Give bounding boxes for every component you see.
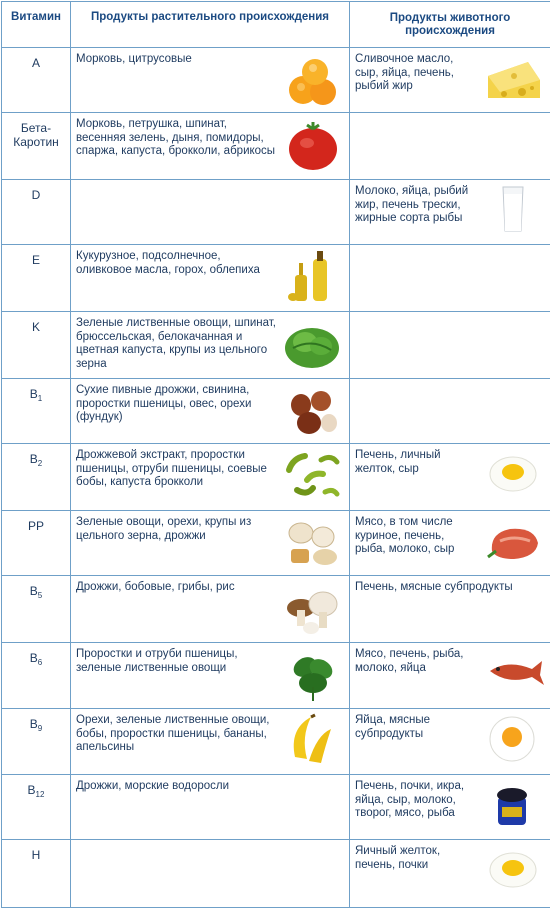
table-row	[2, 245, 550, 312]
table-row	[2, 643, 550, 709]
plant-cell	[71, 312, 350, 379]
animal-cell	[350, 48, 550, 113]
plant-text	[71, 840, 276, 845]
vitamin-cell: $B_9$	[2, 709, 71, 775]
animal-text: Сливочное масло, сыр, яйца, печень, рыбий жир	[350, 48, 475, 94]
header-animal: Продукты животного происхождения	[350, 2, 550, 48]
fried-egg-icon	[488, 715, 536, 763]
plant-text: Зеленые овощи, орехи, крупы из цельного зерна, дрожжи	[71, 511, 276, 543]
animal-cell	[350, 709, 550, 775]
table-row	[2, 444, 550, 511]
plant-text: Морковь, петрушка, шпинат, весенняя зелень, дыня, помидоры, спаржа, капуста, брокколи, абрикосы	[71, 113, 276, 159]
animal-text: Яичный желток, печень, почки	[350, 840, 475, 872]
animal-cell	[350, 180, 550, 245]
animal-text: Печень, мясные субпродукты	[350, 576, 545, 595]
cheese-icon	[484, 58, 542, 104]
animal-cell	[350, 444, 550, 511]
animal-cell	[350, 245, 550, 312]
plant-text: Морковь, цитрусовые	[71, 48, 276, 67]
spinach-icon	[285, 647, 341, 703]
table-row	[2, 576, 550, 643]
table-row	[2, 775, 550, 840]
plant-cell	[71, 840, 350, 908]
caviar-jar-icon	[494, 783, 530, 829]
nuts-grains-icon	[285, 517, 341, 569]
plant-text: Орехи, зеленые лиственные овощи, бобы, проростки пшеницы, бананы, апельсины	[71, 709, 276, 755]
vitamin-cell: $B_1$	[2, 379, 71, 444]
animal-text: Яйца, мясные субпродукты	[350, 709, 475, 741]
vitamin-cell: D	[2, 180, 71, 245]
plant-cell	[71, 379, 350, 444]
animal-text	[350, 113, 475, 118]
plant-text	[71, 180, 276, 185]
plant-text: Проростки и отруби пшеницы, зеленые лиственные овощи	[71, 643, 276, 675]
animal-cell	[350, 775, 550, 840]
boiled-egg-icon	[488, 454, 538, 494]
animal-text	[350, 379, 475, 384]
vitamin-cell: E	[2, 245, 71, 312]
animal-cell	[350, 312, 550, 379]
hazelnuts-icon	[285, 385, 341, 437]
plant-cell	[71, 48, 350, 113]
plant-cell	[71, 709, 350, 775]
vitamin-cell: $B_5$	[2, 576, 71, 643]
plant-cell	[71, 180, 350, 245]
plant-text: Зеленые лиственные овощи, шпинат, брюссельская, белокачанная и цветная капуста, крупы из цельного зерна	[71, 312, 276, 371]
table-row	[2, 379, 550, 444]
header-row	[2, 2, 550, 48]
lettuce-icon	[283, 318, 341, 370]
mushrooms-icon	[283, 584, 341, 636]
plant-cell	[71, 444, 350, 511]
vitamin-cell: Бета-Каротин	[2, 113, 71, 180]
animal-cell	[350, 511, 550, 576]
vitamin-cell: $B_2$	[2, 444, 71, 511]
table-row	[2, 48, 550, 113]
plant-cell	[71, 113, 350, 180]
plant-text: Дрожжевой экстракт, проростки пшеницы, отруби пшеницы, соевые бобы, капуста брокколи	[71, 444, 276, 490]
animal-text	[350, 312, 475, 317]
oranges-icon	[285, 54, 341, 108]
animal-text: Мясо, печень, рыба, молоко, яйца	[350, 643, 475, 675]
plant-cell	[71, 775, 350, 840]
animal-cell	[350, 113, 550, 180]
milk-glass-icon	[500, 184, 526, 234]
animal-text: Мясо, в том числе куриное, печень, рыба, молоко, сыр	[350, 511, 475, 557]
plant-cell	[71, 643, 350, 709]
header-vitamin: Витамин	[2, 2, 71, 48]
plant-text: Дрожжи, морские водоросли	[71, 775, 276, 794]
plant-text: Сухие пивные дрожжи, свинина, проростки пшеницы, овес, орехи (фундук)	[71, 379, 276, 425]
fish-icon	[486, 655, 546, 689]
table-row	[2, 180, 550, 245]
oil-bottles-icon	[287, 249, 337, 305]
vitamin-cell: A	[2, 48, 71, 113]
vitamin-cell: $B_6$	[2, 643, 71, 709]
animal-text: Печень, личный желток, сыр	[350, 444, 475, 476]
boiled-egg-icon	[488, 850, 538, 890]
tomato-icon	[287, 119, 339, 173]
table-row	[2, 312, 550, 379]
beans-icon	[283, 450, 343, 502]
table-row	[2, 709, 550, 775]
animal-cell	[350, 840, 550, 908]
animal-cell	[350, 576, 550, 643]
animal-cell	[350, 379, 550, 444]
vitamin-cell: H	[2, 840, 71, 908]
table-row	[2, 113, 550, 180]
animal-text: Печень, почки, икра, яйца, сыр, молоко, творог, мясо, рыба	[350, 775, 475, 821]
banana-icon	[287, 713, 335, 769]
header-plant: Продукты растительного происхождения	[71, 2, 350, 48]
plant-cell	[71, 511, 350, 576]
meat-icon	[486, 521, 542, 563]
vitamin-cell: PP	[2, 511, 71, 576]
plant-text: Дрожжи, бобовые, грибы, рис	[71, 576, 276, 595]
animal-text	[350, 245, 475, 250]
plant-text: Кукурузное, подсолнечное, оливковое масла, горох, облепиха	[71, 245, 276, 277]
animal-text: Молоко, яйца, рыбий жир, печень трески, жирные сорта рыбы	[350, 180, 475, 226]
animal-cell	[350, 643, 550, 709]
table-row	[2, 511, 550, 576]
vitamin-cell: K	[2, 312, 71, 379]
plant-cell	[71, 245, 350, 312]
vitamin-table	[1, 1, 550, 908]
table-row	[2, 840, 550, 908]
vitamin-cell: $B_{12}$	[2, 775, 71, 840]
plant-cell	[71, 576, 350, 643]
